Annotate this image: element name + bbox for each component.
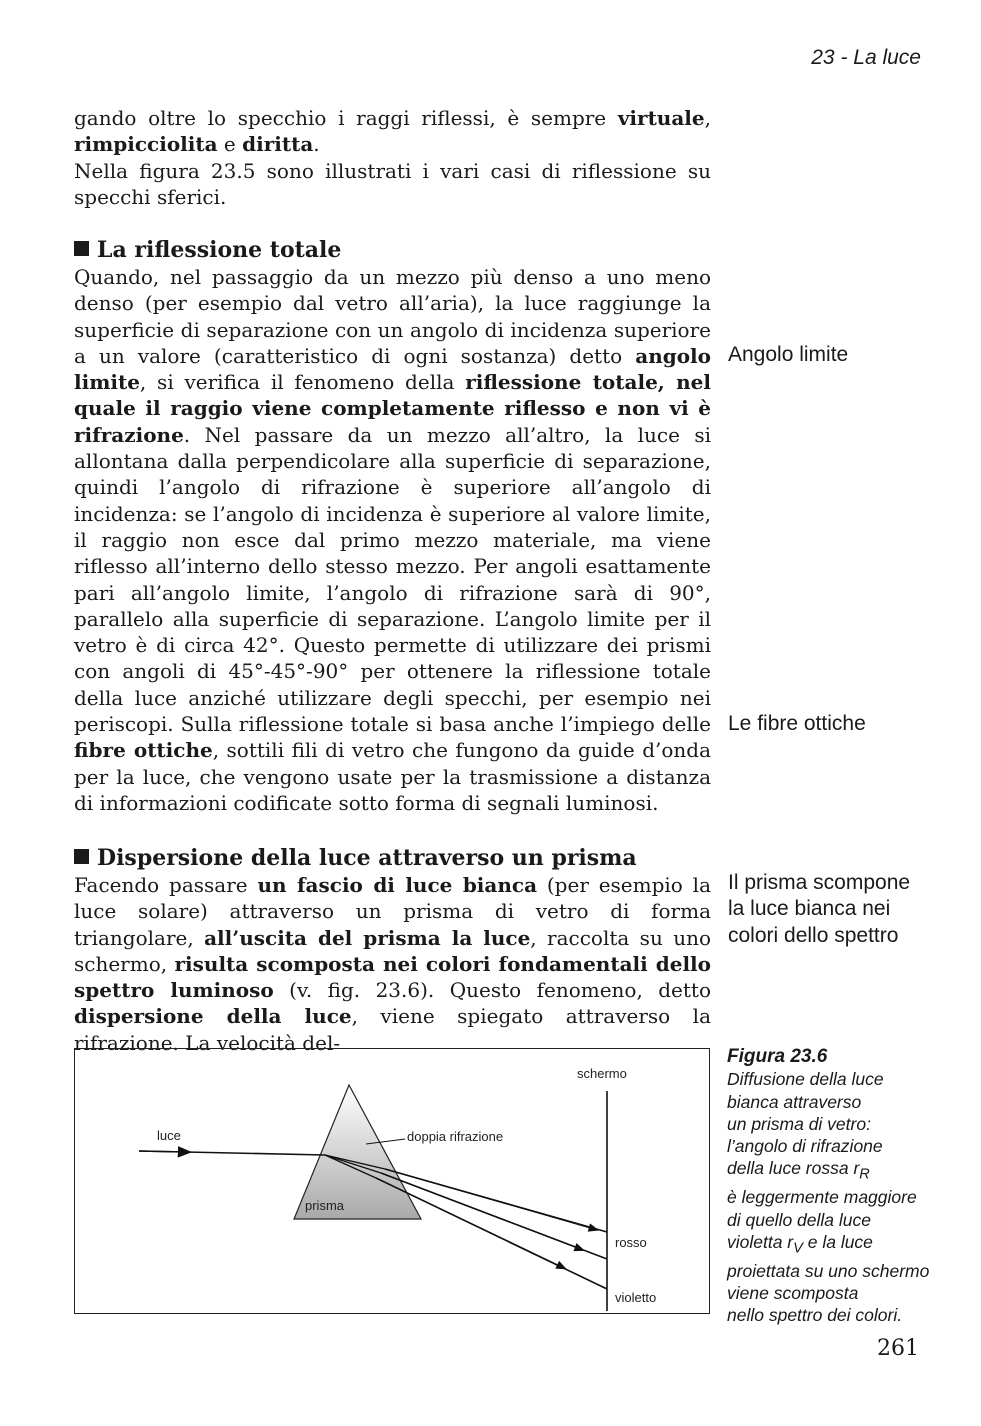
section-body — [74, 264, 711, 816]
square-bullet-icon — [74, 849, 89, 864]
text-run: , sottili fili di vetro che fungono da guide d’onda per la luce, che vengono usate per la trasmissione a distanza di informazioni codificate sotto forma di segnali luminosi. — [74, 738, 711, 815]
text-run: e — [217, 132, 243, 157]
label-violetto: violetto — [615, 1290, 657, 1305]
text-run: , — [704, 106, 711, 130]
text-run: (v. fig. 23.6). Questo fenomeno, detto — [273, 978, 711, 1003]
caption-text: e la luce — [802, 1231, 873, 1252]
bold-run: virtuale — [617, 106, 705, 130]
caption-line — [727, 1157, 947, 1186]
caption-line: è leggermente maggiore — [727, 1187, 917, 1208]
section-body — [74, 872, 711, 1056]
square-bullet-icon — [74, 241, 89, 256]
text-run: Facendo passare — [74, 873, 258, 897]
margin-note-line: la luce bianca nei — [728, 897, 891, 921]
exit-ray-upper-arrow — [385, 1169, 594, 1229]
figure-23-6 — [74, 1048, 710, 1314]
bold-run: angolo limite — [74, 343, 711, 395]
caption-line: un prisma di vetro: — [727, 1113, 871, 1134]
incident-ray-arrow — [139, 1151, 185, 1152]
text-run: , si verifica il fenomeno della — [139, 370, 466, 395]
caption-line: Diffusione della luce — [727, 1069, 884, 1090]
prism-diagram — [75, 1049, 711, 1315]
caption-text: della luce rossa r — [727, 1158, 860, 1179]
bold-run: dispersione della luce — [74, 1004, 352, 1029]
bold-run: riflessione totale, nel quale il raggio viene completamente riflesso e non vi è rifrazione — [74, 370, 711, 447]
caption-line: nello spettro dei colori. — [727, 1305, 903, 1326]
caption-line: di quello della luce — [727, 1209, 871, 1230]
label-luce: luce — [157, 1128, 181, 1143]
exit-ray-violetto-arrow — [376, 1178, 562, 1267]
caption-text: violetta r — [727, 1231, 794, 1252]
text-run: , viene spiegato attraverso la rifrazione. La velocità del- — [74, 1004, 711, 1055]
text-run: . Nel passare da un mezzo all’altro, la luce si allontana dalla perpendicolare alla superficie di separazione, quindi l’angolo di rifrazione è superiore all’angolo di incidenza: se l’angolo di incidenza è superiore al valore limite, il raggio non esce dal primo mezzo materiale, ma viene riflesso all’interno dello stesso mezzo. Per angoli esattamente pari all’angolo limite, l’angolo di rifrazione sarà di 90°, parallelo alla superficie di separazione. L’angolo limite per il vetro è di circa 42°. Questo permette di utilizzare dei prismi con angoli di 45°-45°-90° per ottenere la riflessione totale della luce anziché utilizzare degli specchi, per esempio nei periscopi. Sulla riflessione totale si basa anche l’impiego delle — [74, 422, 711, 737]
running-header: 23 - La luce — [811, 46, 921, 69]
page-number: 261 — [877, 1336, 919, 1361]
margin-note-line: Il prisma scompone — [728, 871, 911, 894]
section-dispersione — [74, 844, 711, 1056]
caption-line: viene scomposta — [727, 1282, 859, 1303]
caption-line: l’angolo di rifrazione — [727, 1136, 883, 1157]
caption-subscript: V — [793, 1240, 803, 1257]
intro-text — [74, 105, 711, 210]
figure-caption — [727, 1046, 947, 1327]
bold-run: diritta — [242, 132, 314, 157]
label-prisma: prisma — [305, 1198, 345, 1213]
caption-line — [727, 1231, 947, 1260]
caption-line: proiettata su uno schermo — [727, 1260, 930, 1281]
section-heading — [74, 844, 711, 872]
heading-text: La riflessione totale — [97, 237, 342, 263]
margin-note-fibre-ottiche: Le fibre ottiche — [728, 712, 866, 735]
margin-note-prisma — [728, 870, 948, 949]
intro-paragraph-2: Nella figura 23.5 sono illustrati i vari casi di riflessione su specchi sferici. — [74, 158, 711, 209]
text-run: . — [313, 132, 320, 157]
bold-run: un fascio di luce bianca — [257, 873, 538, 897]
text-run: , raccolta su uno schermo, — [74, 925, 711, 976]
bold-run: all’uscita del prisma la luce — [204, 925, 531, 950]
text-run: gando oltre lo specchio i raggi riflessi, è sempre — [74, 106, 618, 130]
label-doppia-rifrazione: doppia rifrazione — [407, 1129, 504, 1144]
caption-subscript: R — [859, 1166, 870, 1183]
heading-text: Dispersione della luce attraverso un prisma — [97, 845, 637, 871]
bold-run: rimpicciolita — [74, 132, 218, 157]
label-rosso: rosso — [615, 1235, 647, 1250]
margin-note-angolo-limite: Angolo limite — [728, 343, 849, 366]
section-heading — [74, 236, 711, 264]
label-schermo: schermo — [577, 1066, 627, 1081]
bold-run: fibre ottiche — [74, 738, 213, 763]
section-riflessione-totale — [74, 236, 711, 816]
text-run: Quando, nel passaggio da un mezzo più denso a uno meno denso (per esempio dal vetro all’aria), la luce raggiunge la superficie di separazione con un angolo di incidenza superiore a un valore (caratteristico di ogni sostanza) detto — [74, 265, 711, 368]
caption-title: Figura 23.6 — [727, 1046, 828, 1067]
caption-line: bianca attraverso — [727, 1091, 862, 1112]
margin-note-line: colori dello spettro — [728, 923, 899, 947]
intro-paragraph-1 — [74, 105, 711, 158]
text-run: (per esempio la luce solare) attraverso un prisma di vetro di forma triangolare, — [74, 873, 711, 950]
bold-run: risulta scomposta nei colori fondamentali dello spettro luminoso — [74, 951, 711, 1003]
